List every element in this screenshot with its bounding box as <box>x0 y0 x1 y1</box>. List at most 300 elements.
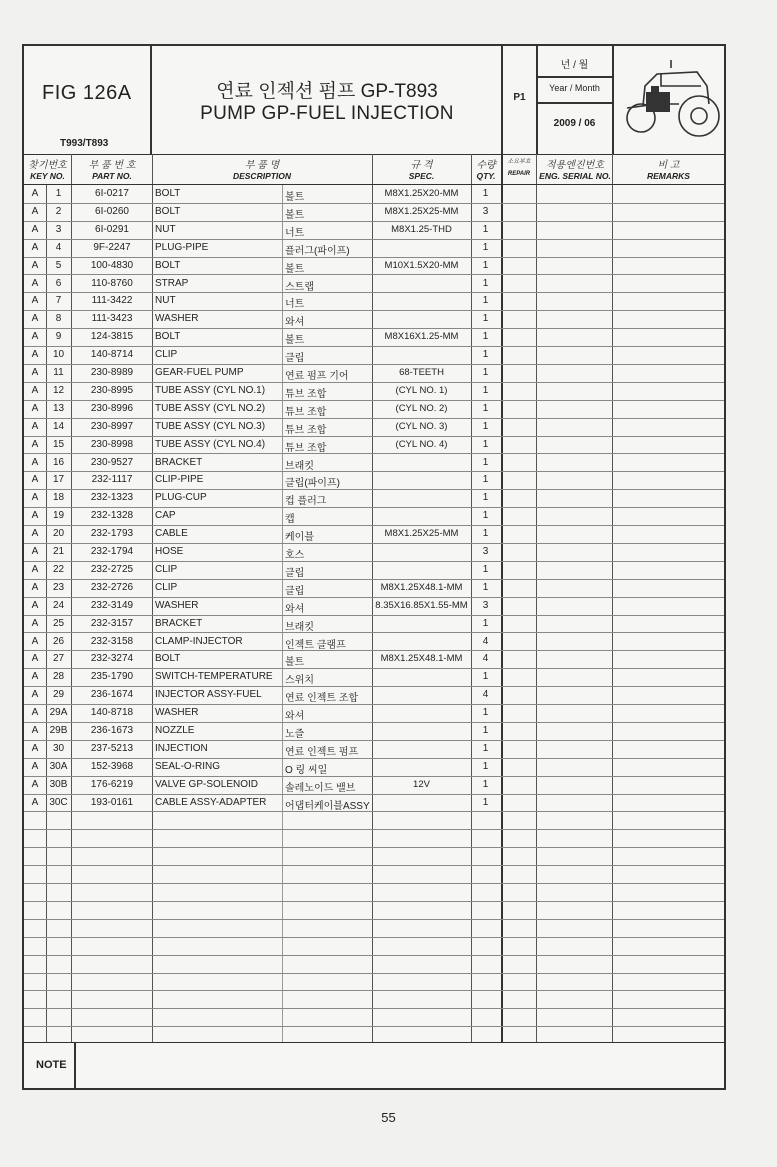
cell-qty: 1 <box>482 384 489 396</box>
note-label: NOTE <box>36 1059 67 1071</box>
cell-part: 236-1673 <box>90 725 134 736</box>
empty-table-row <box>24 901 724 920</box>
cell-part: 230-9527 <box>90 456 134 468</box>
cell-part: 232-3274 <box>90 653 134 665</box>
table-row <box>24 221 724 240</box>
cell-key: A <box>31 725 39 736</box>
cell-no: 26 <box>52 635 65 647</box>
cell-spec: M8X1.25X25-MM <box>384 205 459 217</box>
cell-no: 16 <box>52 456 65 468</box>
cell-part: 193-0161 <box>90 796 134 808</box>
cell-part: 9F-2247 <box>93 241 131 253</box>
cell-ko: 스트랩 <box>285 281 314 293</box>
cell-ko: 어댑터케이블ASSY <box>285 800 370 812</box>
table-row <box>24 704 724 723</box>
empty-table-row <box>24 847 724 866</box>
cell-no: 21 <box>52 546 65 557</box>
cell-key: A <box>31 402 39 414</box>
table-row <box>24 686 724 705</box>
cell-ko: 호스 <box>285 550 305 561</box>
cell-no: 29 <box>52 689 65 701</box>
cell-key: A <box>31 420 39 432</box>
cell-key: A <box>31 313 39 325</box>
cell-qty: 1 <box>482 617 489 629</box>
cell-qty: 1 <box>482 563 489 575</box>
cell-key: A <box>31 778 39 790</box>
cell-part: 236-1674 <box>90 689 134 701</box>
cell-ko: 컵 플러그 <box>285 496 327 508</box>
cell-desc: PLUG-CUP <box>155 492 207 504</box>
table-row <box>24 668 724 687</box>
cell-spec: M8X1.25-THD <box>391 223 452 235</box>
cell-qty: 1 <box>482 367 489 378</box>
empty-table-row <box>24 937 724 956</box>
cell-part: 140-8718 <box>90 707 134 719</box>
cell-ko: 브래킷 <box>285 621 314 633</box>
cell-desc: CAP <box>155 510 176 522</box>
cell-no: 15 <box>52 438 65 450</box>
empty-table-row <box>24 919 724 938</box>
cell-qty: 1 <box>482 671 489 683</box>
table-row <box>24 346 724 365</box>
cell-ko: 캡 <box>285 514 295 526</box>
cell-key: A <box>31 349 39 361</box>
cell-no: 5 <box>55 259 62 271</box>
cell-no: 30A <box>49 760 68 772</box>
cell-ko: 노즐 <box>285 729 305 740</box>
col-key: 찾기번호 KEY NO. <box>28 160 67 181</box>
cell-desc: CLAMP-INJECTOR <box>155 635 243 647</box>
cell-part: 176-6219 <box>90 778 134 790</box>
cell-ko: 클립 <box>285 353 305 365</box>
cell-qty: 1 <box>482 760 489 772</box>
cell-qty: 1 <box>482 581 489 593</box>
cell-key: A <box>31 707 39 719</box>
cell-desc: CABLE <box>155 528 188 540</box>
cell-part: 237-5213 <box>90 742 134 754</box>
cell-desc: TUBE ASSY (CYL NO.3) <box>155 420 266 432</box>
cell-key: A <box>31 796 39 808</box>
cell-ko: 와셔 <box>285 317 305 329</box>
cell-spec: (CYL NO. 2) <box>395 402 448 414</box>
cell-part: 232-2725 <box>90 563 134 575</box>
cell-part: 124-3815 <box>90 331 134 343</box>
cell-no: 23 <box>52 581 65 593</box>
empty-table-row <box>24 883 724 902</box>
cell-ko: 연료 인젝트 조합 <box>285 693 359 705</box>
cell-desc: BOLT <box>155 188 181 199</box>
cell-ko: 볼트 <box>285 335 305 347</box>
cell-key: A <box>31 241 39 253</box>
cell-spec: 68-TEETH <box>399 367 444 378</box>
cell-desc: STRAP <box>155 277 189 289</box>
cell-spec: (CYL NO. 4) <box>395 438 448 450</box>
table-row <box>24 328 724 347</box>
cell-qty: 1 <box>482 492 489 504</box>
cell-no: 19 <box>52 510 65 522</box>
cell-desc: BOLT <box>155 259 181 271</box>
cell-qty: 1 <box>482 331 489 343</box>
cell-ko: 플러그(파이프) <box>285 245 350 257</box>
cell-part: 140-8714 <box>90 349 134 361</box>
cell-ko: 볼트 <box>285 657 305 669</box>
cell-ko: 튜브 조합 <box>285 388 327 400</box>
cell-spec: M8X16X1.25-MM <box>384 331 459 343</box>
page-number: 55 <box>381 1110 396 1125</box>
table-row <box>24 722 724 741</box>
cell-key: A <box>31 492 39 504</box>
col-repair: 소요부호 REPAIR <box>507 159 531 177</box>
cell-no: 7 <box>55 295 62 307</box>
cell-no: 8 <box>55 313 62 325</box>
cell-qty: 4 <box>482 689 489 701</box>
cell-spec: 8.35X16.85X1.55-MM <box>375 599 468 611</box>
table-row <box>24 185 724 204</box>
cell-ko: 케이블 <box>285 532 314 544</box>
cell-spec: 12V <box>413 778 430 790</box>
table-row <box>24 257 724 276</box>
cell-ko: 볼트 <box>285 209 305 221</box>
col-description: 부 품 명 DESCRIPTION <box>232 160 292 181</box>
cell-ko: 튜브 조합 <box>285 406 327 418</box>
column-headers <box>24 154 724 185</box>
cell-qty: 1 <box>482 349 489 361</box>
cell-key: A <box>31 259 39 271</box>
cell-key: A <box>31 510 39 522</box>
cell-part: 232-1117 <box>91 474 133 486</box>
cell-ko: 클립 <box>285 585 305 597</box>
cell-desc: CLIP <box>155 581 178 593</box>
cell-ko: 연료 인젝트 펌프 <box>285 746 359 758</box>
cell-ko: 클립 <box>285 567 305 579</box>
cell-no: 25 <box>52 617 65 629</box>
cell-ko: 튜브 조합 <box>285 424 327 436</box>
title-english: PUMP GP-FUEL INJECTION <box>200 103 454 124</box>
date-label-korean: 년 / 월 <box>560 60 589 71</box>
cell-no: 24 <box>52 599 65 611</box>
cell-no: 9 <box>55 331 62 343</box>
cell-ko: 볼트 <box>285 263 305 275</box>
cell-ko: 와셔 <box>285 603 305 615</box>
cell-no: 29B <box>49 725 68 736</box>
col-remarks: 비 고 REMARKS <box>647 160 690 181</box>
cell-ko: 클립(파이프) <box>285 478 340 490</box>
table-row <box>24 454 724 473</box>
cell-part: 235-1790 <box>90 671 134 683</box>
date-label-english: Year / Month <box>549 83 600 93</box>
cell-desc: TUBE ASSY (CYL NO.2) <box>155 402 266 414</box>
date-value: 2009 / 06 <box>553 118 596 129</box>
cell-desc: NUT <box>155 295 176 307</box>
cell-ko: O 링 씨일 <box>285 764 328 776</box>
cell-key: A <box>31 456 39 468</box>
cell-qty: 1 <box>482 402 489 414</box>
cell-part: 152-3968 <box>90 760 134 772</box>
cell-desc: CABLE ASSY-ADAPTER <box>155 796 267 808</box>
empty-table-row <box>24 991 724 1010</box>
cell-qty: 1 <box>482 725 489 736</box>
cell-desc: NUT <box>155 223 176 235</box>
cell-key: A <box>31 474 39 486</box>
empty-table-row <box>24 865 724 884</box>
cell-no: 18 <box>52 492 65 504</box>
cell-key: A <box>31 742 39 754</box>
cell-desc: WASHER <box>155 707 199 719</box>
cell-desc: BRACKET <box>155 456 203 468</box>
cell-part: 111-3423 <box>91 313 133 325</box>
cell-part: 232-1323 <box>90 492 134 504</box>
cell-ko: 연료 펌프 기어 <box>285 371 349 382</box>
cell-ko: 너트 <box>285 299 305 311</box>
cell-key: A <box>31 617 39 629</box>
empty-table-row <box>24 829 724 848</box>
col-spec: 규 격 SPEC. <box>408 160 435 181</box>
cell-part: 230-8989 <box>90 367 134 378</box>
cell-part: 230-8995 <box>90 384 134 396</box>
figure-number: FIG 126A <box>42 82 132 104</box>
cell-qty: 4 <box>482 635 489 647</box>
cell-desc: GEAR-FUEL PUMP <box>155 367 244 378</box>
cell-desc: BOLT <box>155 205 181 217</box>
cell-part: 110-8760 <box>91 277 133 289</box>
cell-part: 230-8998 <box>90 438 134 450</box>
table-row <box>24 615 724 634</box>
cell-qty: 1 <box>482 313 489 325</box>
cell-ko: 브래킷 <box>285 460 314 472</box>
table-row <box>24 275 724 294</box>
cell-desc: HOSE <box>155 546 184 557</box>
cell-qty: 3 <box>482 205 489 217</box>
date-box <box>537 46 612 154</box>
table-row <box>24 364 724 383</box>
cell-no: 4 <box>55 241 62 253</box>
cell-no: 29A <box>49 707 68 719</box>
cell-no: 1 <box>55 188 62 199</box>
cell-no: 30C <box>49 796 68 808</box>
cell-desc: PLUG-PIPE <box>155 241 209 253</box>
cell-part: 111-3422 <box>91 295 133 307</box>
col-qty: 수량 QTY. <box>476 160 496 181</box>
cell-key: A <box>31 223 39 235</box>
table-row <box>24 507 724 526</box>
table-row <box>24 418 724 437</box>
cell-part: 232-2726 <box>90 581 134 593</box>
cell-key: A <box>31 689 39 701</box>
cell-spec: M8X1.25X25-MM <box>384 528 459 540</box>
cell-qty: 1 <box>482 796 489 808</box>
cell-no: 2 <box>55 205 62 217</box>
table-row <box>24 203 724 222</box>
cell-spec: (CYL NO. 3) <box>395 420 448 432</box>
cell-qty: 3 <box>482 546 489 557</box>
note-area <box>24 1042 724 1089</box>
title-korean: 연료 인젝션 펌프 GP-T893 <box>216 81 438 102</box>
table-row <box>24 561 724 580</box>
cell-key: A <box>31 331 39 343</box>
cell-ko: 솔레노이드 밸브 <box>285 782 356 794</box>
cell-ko: 볼트 <box>285 192 305 203</box>
cell-no: 28 <box>52 671 65 683</box>
table-row <box>24 543 724 562</box>
cell-key: A <box>31 205 39 217</box>
cell-desc: SWITCH-TEMPERATURE <box>155 671 273 683</box>
cell-desc: SEAL-O-RING <box>155 760 221 772</box>
cell-key: A <box>31 528 39 540</box>
cell-ko: 튜브 조합 <box>285 442 327 454</box>
cell-part: 232-3158 <box>90 635 134 647</box>
cell-qty: 1 <box>482 742 489 754</box>
sheet-header <box>24 46 724 155</box>
table-row <box>24 292 724 311</box>
cell-part: 232-1793 <box>90 528 134 540</box>
cell-desc: WASHER <box>155 313 199 325</box>
cell-spec: M8X1.25X48.1-MM <box>380 653 463 665</box>
cell-ko: 와셔 <box>285 711 305 723</box>
model-name: T993/T893 <box>60 138 109 149</box>
cell-qty: 1 <box>482 259 489 271</box>
cell-key: A <box>31 635 39 647</box>
cell-spec: M8X1.25X48.1-MM <box>380 581 463 593</box>
table-row <box>24 776 724 795</box>
cell-desc: BOLT <box>155 331 181 343</box>
empty-table-row <box>24 955 724 974</box>
cell-spec: (CYL NO. 1) <box>395 384 448 396</box>
cell-qty: 1 <box>482 528 489 540</box>
cell-key: A <box>31 653 39 665</box>
cell-part: 232-1794 <box>90 546 134 557</box>
cell-desc: TUBE ASSY (CYL NO.1) <box>155 384 266 396</box>
cell-no: 14 <box>52 420 65 432</box>
cell-no: 22 <box>52 563 65 575</box>
table-row <box>24 489 724 508</box>
cell-qty: 4 <box>482 653 489 665</box>
figure-box <box>24 46 151 154</box>
cell-desc: TUBE ASSY (CYL NO.4) <box>155 438 266 450</box>
cell-desc: WASHER <box>155 599 199 611</box>
cell-part: 232-3149 <box>90 599 134 611</box>
cell-part: 6I-0291 <box>95 223 129 235</box>
cell-desc: CLIP-PIPE <box>155 474 204 486</box>
cell-no: 11 <box>53 367 64 378</box>
table-row <box>24 436 724 455</box>
cell-qty: 1 <box>482 707 489 719</box>
cell-ko: 인젝트 클램프 <box>285 639 346 651</box>
table-row <box>24 758 724 777</box>
cell-spec: M8X1.25X20-MM <box>384 188 459 199</box>
cell-no: 30B <box>49 778 68 790</box>
table-row <box>24 579 724 598</box>
parts-table <box>24 185 724 1042</box>
cell-qty: 1 <box>482 438 489 450</box>
cell-key: A <box>31 384 39 396</box>
cell-part: 100-4830 <box>90 259 134 271</box>
cell-qty: 1 <box>482 188 489 199</box>
cell-qty: 1 <box>482 778 489 790</box>
cell-key: A <box>31 295 39 307</box>
empty-table-row <box>24 812 724 831</box>
cell-qty: 1 <box>482 510 489 522</box>
cell-desc: CLIP <box>155 563 178 575</box>
cell-qty: 1 <box>482 241 489 253</box>
title-box <box>152 46 502 154</box>
cell-qty: 3 <box>482 599 489 611</box>
cell-part: 6I-0217 <box>95 188 129 199</box>
cell-qty: 1 <box>482 277 489 289</box>
page-code: P1 <box>513 92 526 103</box>
cell-no: 12 <box>52 384 65 396</box>
tractor-illustration <box>613 46 724 154</box>
cell-key: A <box>31 367 39 378</box>
table-row <box>24 633 724 652</box>
cell-key: A <box>31 760 39 772</box>
cell-key: A <box>31 599 39 611</box>
cell-no: 30 <box>52 742 65 754</box>
table-row <box>24 650 724 669</box>
col-part-no: 부 품 번 호 PART NO. <box>88 160 136 181</box>
table-row <box>24 310 724 329</box>
table-row <box>24 239 724 258</box>
cell-key: A <box>31 546 39 557</box>
cell-desc: NOZZLE <box>155 725 195 736</box>
table-row <box>24 740 724 759</box>
page-box <box>502 46 537 154</box>
table-row <box>24 400 724 419</box>
cell-desc: CLIP <box>155 349 178 361</box>
cell-key: A <box>31 581 39 593</box>
cell-part: 6I-0260 <box>95 205 129 217</box>
cell-key: A <box>31 188 39 199</box>
table-row <box>24 525 724 544</box>
empty-table-row <box>24 1008 724 1027</box>
cell-desc: INJECTOR ASSY-FUEL <box>155 689 262 701</box>
tractor-icon <box>613 46 724 154</box>
cell-qty: 1 <box>482 420 489 432</box>
cell-no: 17 <box>52 474 65 486</box>
cell-qty: 1 <box>482 223 489 235</box>
cell-part: 230-8997 <box>90 420 134 432</box>
cell-qty: 1 <box>482 474 489 486</box>
cell-desc: INJECTION <box>155 742 208 754</box>
cell-ko: 스위치 <box>285 675 314 687</box>
cell-no: 13 <box>52 402 65 414</box>
table-row <box>24 471 724 490</box>
col-serial: 적용엔진번호 ENG. SERIAL NO. <box>539 160 611 181</box>
cell-desc: BOLT <box>155 653 181 665</box>
cell-key: A <box>31 277 39 289</box>
cell-desc: VALVE GP-SOLENOID <box>155 778 258 790</box>
cell-part: 232-1328 <box>90 510 134 522</box>
cell-ko: 너트 <box>285 227 305 239</box>
cell-qty: 1 <box>482 456 489 468</box>
table-row <box>24 794 724 813</box>
cell-no: 6 <box>55 277 62 289</box>
cell-key: A <box>31 671 39 683</box>
cell-key: A <box>31 438 39 450</box>
cell-qty: 1 <box>482 295 489 307</box>
parts-sheet <box>22 44 726 1090</box>
cell-no: 27 <box>52 653 65 665</box>
cell-no: 10 <box>52 349 65 361</box>
cell-spec: M10X1.5X20-MM <box>384 259 459 271</box>
table-row <box>24 597 724 616</box>
cell-no: 20 <box>52 528 65 540</box>
cell-desc: BRACKET <box>155 617 203 629</box>
cell-no: 3 <box>55 223 62 235</box>
cell-key: A <box>31 563 39 575</box>
cell-part: 232-3157 <box>90 617 134 629</box>
empty-table-row <box>24 973 724 992</box>
cell-part: 230-8996 <box>90 402 134 414</box>
